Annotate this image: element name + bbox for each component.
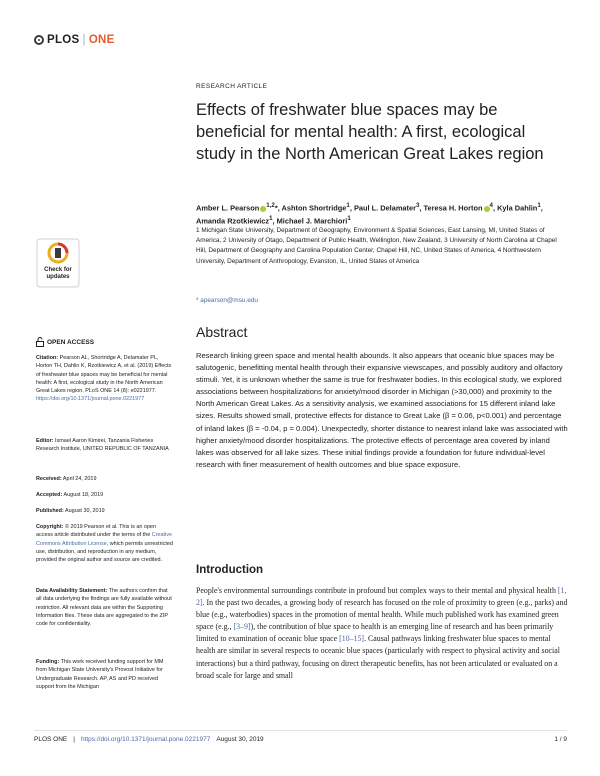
intro-text: ), the contribution of blue space to health is an emerging line of research and has been primarily limited to examination of oceanic blue space [196,622,554,644]
accepted-label: Accepted: [36,492,63,498]
introduction-text [196,585,568,682]
open-access-label: OPEN ACCESS [47,338,95,346]
reference-link[interactable]: [1, 2] [196,586,567,608]
author-sup: 1 [537,202,541,209]
reference-link[interactable]: [10–15] [339,634,365,644]
author-name[interactable]: , Amanda Rzotkiewicz [196,203,543,226]
introduction-heading: Introduction [196,564,264,576]
author-name[interactable]: , Paul L. Delamater [349,203,416,213]
article-type: RESEARCH ARTICLE [196,83,268,90]
intro-text: . Causal pathways linking freshwater blue spaces to mental health are similar in several respects to oceanic blue spaces (particularly with respect to physical activity and social interactions) but a third pathway, focusing on direct therapeutic benefits, has not been articulated or evaluated on a broad scale for large and small [196,634,560,680]
author-name[interactable]: , Teresa H. Horton [419,203,483,213]
page-footer [34,736,567,743]
published-date: August 30, 2019 [65,508,105,514]
published [36,507,174,515]
journal-logo[interactable] [34,34,115,46]
editor-text: Ismael Aaron Kimirei, Tanzania Fisheries Research Institute, UNITED REPUBLIC OF TANZANIA [36,438,169,453]
accepted-date: August 18, 2019 [63,492,104,498]
published-label: Published: [36,508,64,514]
corresponding-email[interactable]: * apearson@msu.edu [196,297,258,304]
author-sup: 1 [269,215,273,223]
copyright-label: Copyright: [36,524,64,530]
logo-separator: | [82,34,86,46]
accepted [36,491,174,499]
copyright [36,523,174,564]
footer-journal: PLOS ONE [34,736,68,743]
intro-text: People's environmental surroundings contribute in profound but complex ways to their mental and physical health [196,586,558,595]
author-name[interactable]: , Kyla Dahlin [492,203,538,213]
copyright-text: © 2019 Pearson et al. This is an open access article distributed under the terms of the [36,524,156,539]
author-sup: 4 [489,202,493,209]
abstract-text: Research linking green space and mental health abounds. It also appears that oceanic blue spaces may be salutogenic, benefitting mental health through their expansive viewscapes, and possibly auditory and olfactory stimuli. Yet, it is unknown whether the same is true for freshwater bodies. In this ecological study, we explored associations between hospitalizations for anxiety/mood disorder in Michigan (>30,000) and proximity to the North American Great Lakes. As a sensitivity analysis, we examined associations for 15 different inland lake sizes. Results showed small, protective effects for distance to Great Lake (β = 0.06, p<0.001) and percentage of inland lakes (β = -0.04, p = 0.004). Unexpectedly, shorter distance to nearest inland lake was associated with higher anxiety/mood disorder hospitalizations. The protective effects of percentage area covered by inland lakes was observed for all lake sizes. These initial findings provide a foundation for future individual-level research with finer measurement of health outcomes and blue space exposure. [196,351,568,469]
license-link[interactable]: Creative Commons Attribution License [36,532,173,547]
footer-doi-link[interactable]: https://doi.org/10.1371/journal.pone.0221977 [80,736,211,743]
received-label: Received: [36,476,62,482]
check-for-updates-badge[interactable] [36,238,80,288]
citation [36,354,174,404]
check-updates-label: Check for updates [44,267,72,280]
received [36,475,174,483]
article-title: Effects of freshwater blue spaces may be beneficial for mental health: A first, ecological study in the North American Great Lakes region [196,101,544,163]
editor-label: Editor: [36,438,54,444]
copyright-text-2: , which permits unrestricted use, distribution, and reproduction in any medium, provided the original author and source are credited. [36,540,173,564]
open-lock-icon [36,337,44,347]
open-access [36,337,94,347]
funding [36,658,174,691]
citation-label: Citation: [36,355,59,361]
data-availability [36,587,174,628]
intro-text: . In the past two decades, a growing body of research has focused on the role of proximity to green (e.g., parks) and blue (e.g., waterbodies) spaces in the promotion of mental health. While much published work has examined green space (e.g., [196,598,568,632]
data-availability-text: The authors confirm that all data underlying the findings are fully available without restriction. All relevant data are within the Supporting Information files. These data are aggregated to the ZIP code for confidentiality. [36,588,172,628]
plos-logo-icon [34,35,44,45]
logo-one: ONE [88,34,115,46]
reference-link[interactable]: [3–9] [233,622,251,632]
footer-separator: | [73,736,75,743]
funding-label: Funding: [36,659,60,665]
logo-plos: PLOS [47,34,80,46]
citation-doi-link[interactable]: https://doi.org/10.1371/journal.pone.0221977 [36,396,145,403]
funding-text: This work received funding support for MM from Michigan State University's Provost Initiative for Undergraduate Research. AP, AS and PD received support from the Michigan [36,659,164,690]
page-number: 1 / 9 [554,736,567,743]
received-date: April 24, 2019 [62,476,97,482]
author-name[interactable]: Amber L. Pearson [196,203,260,213]
citation-text: Pearson AL, Shortridge A, Delamater PL, Horton TH, Dahlin K, Rzotkiewicz A, et al. (2019) Effects of freshwater blue spaces may be beneficial for mental health: A first, ecological study in the North American Great Lakes region. PLoS ONE 14 (8): e0221977. [36,355,172,395]
author-sup: 1,2 [266,202,275,209]
data-availability-label: Data Availability Statement: [36,588,108,594]
footer-divider [34,730,567,731]
author-name[interactable]: *, Ashton Shortridge [274,203,347,213]
author-name[interactable]: , Michael J. Marchiori [272,216,348,226]
editor [36,437,174,454]
footer-date: August 30, 2019 [216,736,264,743]
affiliations: 1 Michigan State University, Department of Geography, Environment & Spatial Sciences, East Lansing, MI, United States of America, 2 University of Otago, Department of Public Health, Wellington, New Zealand, 3 University of North Carolina at Chapel Hill, Department of Geography and Carolina Population Center, Chapel Hill, NC, United States of America, 4 Northwestern University, Department of Anthropology, Evanston, IL, United States of America [196,227,557,265]
author-sup: 1 [346,202,350,209]
author-sup: 1 [347,215,351,223]
author-sup: 3 [415,202,420,209]
abstract-heading: Abstract [196,324,248,340]
author-list [196,200,568,227]
